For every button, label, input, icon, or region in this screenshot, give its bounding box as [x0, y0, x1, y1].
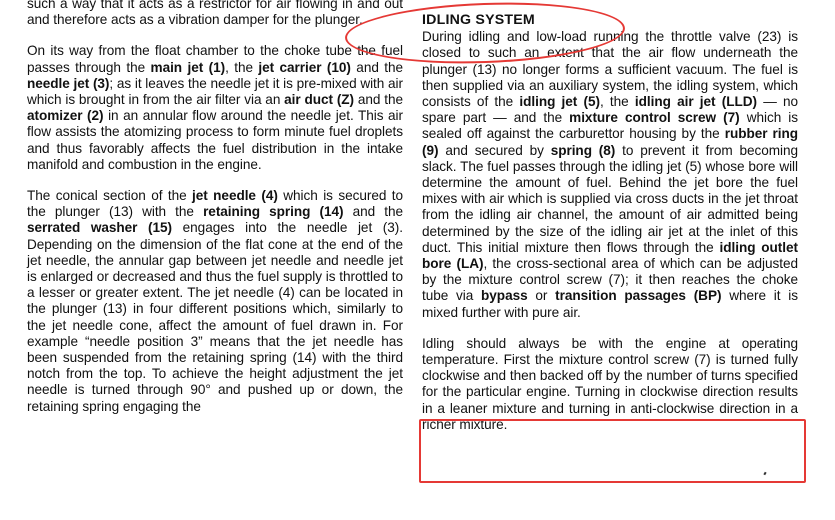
term-main-jet: main jet (1) — [150, 59, 226, 75]
term-air-duct: air duct (Z) — [284, 92, 355, 108]
text-span: ; as it leaves the needle jet it is pre-mixed with air which is brought in from the air filter via an — [27, 75, 403, 108]
text-span: — no spare part — and the — [422, 94, 798, 126]
text-span: such a way that it acts as a restrictor for air flowing in and out and therefore acts as a vibration damper for the plunger. — [27, 0, 403, 28]
text-span: , the — [599, 94, 635, 110]
text-span: which is secured to the plunger (13) with the — [27, 188, 403, 220]
left-text-column — [27, 0, 403, 430]
term-needle-jet: needle jet (3) — [27, 75, 110, 91]
text-span: and the — [350, 59, 403, 75]
right-paragraph-2 — [422, 336, 798, 433]
text-span: During idling and low-load running the throttle valve (23) is closed to such an extent that the air flow underneath the plunger (13) no longer forms a sufficient vacuum. The fuel is then supplied via an auxiliary system, the idling system, which consists of the — [422, 29, 798, 110]
term-spring: spring (8) — [550, 142, 616, 158]
term-atomizer: atomizer (2) — [27, 108, 104, 124]
text-span: and secured by — [438, 142, 551, 158]
text-span: On its way from the float chamber to the choke tube the fuel passes through the — [27, 43, 403, 75]
term-idling-air-jet: idling air jet (LLD) — [634, 94, 757, 110]
left-paragraph-2 — [27, 43, 403, 173]
text-span: engages into the needle jet (3). Depending on the dimension of the flat cone at the end of the jet needle, the annular gap between jet needle and needle jet is enlarged or decreased and thus the fuel supply is throttled to a lesser or greater extent. The jet needle (4) can be located in the plunger (13) in four different positions which, similarly to the jet needle cone, affect the amount of fuel drawn in. For example “needle position 3” means that the jet needle has been suspended from the retaining spring (14) with the third notch from the top. To achieve the height adjustment the jet needle is turned through 90° and pushed up or down, the retaining spring engaging the — [27, 220, 403, 414]
text-span: and the — [354, 92, 403, 108]
term-mixture-control-screw: mixture control screw (7) — [569, 110, 740, 126]
text-span: Idling should always be with the engine at operating temperature. First the mixture control screw (7) is turned fully clockwise and then backed off by the number of turns specified for the particular engine. Turning in clockwise direction results in a leaner mixture and turning in anti-clockwise direction in a richer mixture. — [422, 335, 798, 432]
term-jet-carrier: jet carrier (10) — [258, 59, 351, 75]
text-span: , the — [225, 59, 259, 75]
right-paragraph-1 — [422, 29, 798, 321]
term-bypass: bypass — [481, 288, 528, 304]
left-paragraph-1 — [27, 0, 403, 28]
term-transition-passages: transition passages (BP) — [555, 288, 722, 304]
text-span: which is sealed off against the carburettor housing by the — [422, 110, 798, 142]
text-span: and the — [343, 204, 404, 220]
term-idling-outlet-bore: idling outlet bore (LA) — [422, 239, 798, 272]
text-span: or — [527, 288, 556, 304]
left-paragraph-3 — [27, 188, 403, 415]
text-span: in an annular flow around the needle jet. This air flow assists the atomizing process to form minute fuel droplets and thus favorably affects the fuel distribution in the intake manifold and combustion in the engine. — [27, 108, 403, 172]
ink-speck — [763, 472, 766, 476]
text-span: The conical section of the — [27, 188, 193, 204]
text-span: , the cross-sectional area of which can be adjusted by the mixture control screw (7); it then reaches the choke tube via — [422, 256, 798, 304]
text-span: to prevent it from becoming slack. The fuel passes through the idling jet (5) whose bore will determine the amount of fuel. Behind the jet bore the fuel mixes with air which is supplied via cross ducts in the jet throat from the idling air channel, the amount of air admitted being determined by the size of the idling air jet at the inlet of this duct. This initial mixture then flows through the — [422, 142, 798, 255]
term-rubber-ring: rubber ring (9) — [422, 126, 798, 158]
term-idling-jet: idling jet (5) — [519, 94, 600, 110]
term-retaining-spring: retaining spring (14) — [203, 204, 344, 220]
term-jet-needle: jet needle (4) — [192, 188, 278, 204]
text-span: where it is mixed further with pure air. — [422, 288, 798, 320]
term-serrated-washer: serrated washer (15) — [27, 220, 173, 236]
right-text-column — [422, 12, 798, 448]
section-heading: IDLING SYSTEM — [422, 12, 535, 28]
